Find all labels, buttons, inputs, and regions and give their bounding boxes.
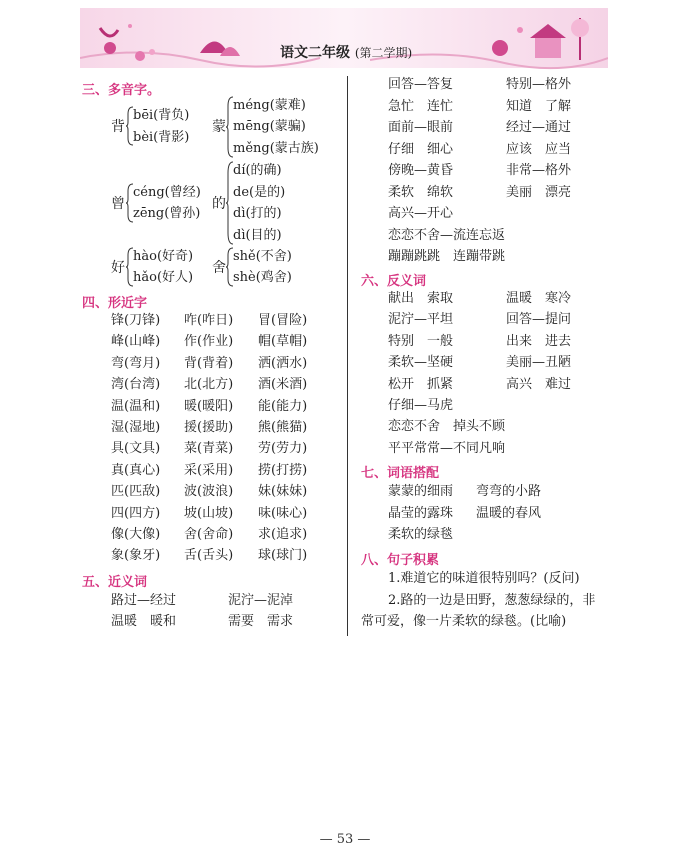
similar-char-entry: 能(能力) <box>258 398 308 414</box>
similar-char-entry: 作(作业) <box>184 334 234 350</box>
collocation-phrase: 晶莹的露珠 <box>388 505 454 521</box>
similar-char-entry: 背(背着) <box>184 355 234 371</box>
synonym-pair: 需要 需求 <box>228 614 294 629</box>
collocation-phrase: 柔软的绿毯 <box>388 527 454 542</box>
antonym-pair: 美丽—丑陋 <box>506 355 572 371</box>
synonym-pair: 蹦蹦跳跳 连蹦带跳 <box>388 249 506 264</box>
similar-char-entry: 捞(打捞) <box>258 462 308 478</box>
antonym-pair: 恋恋不舍 掉头不顾 <box>388 419 506 435</box>
section-collocations-heading: 七、词语搭配 <box>361 466 440 481</box>
collocation-phrase: 蒙蒙的细雨 <box>388 484 454 499</box>
polyphone-reading: bēi(背负) <box>133 108 190 123</box>
synonym-pair: 傍晚—黄昏 <box>388 163 454 178</box>
similar-char-entry: 咋(咋日) <box>184 313 234 328</box>
polyphone-reading: shě(不舍) <box>233 249 292 264</box>
polyphone-char-hao: 好 <box>111 260 125 276</box>
similar-char-entry: 菜(青菜) <box>184 441 234 457</box>
similar-char-entry: 具(文具) <box>111 441 161 457</box>
page-number: — 53 — <box>319 832 371 847</box>
similar-char-entry: 援(援助) <box>184 420 234 435</box>
header-banner <box>80 8 608 72</box>
synonym-pair: 柔软 绵软 <box>388 184 454 200</box>
semester-label: (第二学期) <box>354 46 413 60</box>
synonym-pair: 温暖 暖和 <box>111 614 177 629</box>
page-header-title <box>280 42 480 62</box>
polyphone-reading: měng(蒙古族) <box>233 141 319 156</box>
similar-char-entry: 暖(暖阳) <box>184 398 234 414</box>
antonym-pair: 温暖 寒冷 <box>506 291 572 306</box>
similar-char-entry: 真(真心) <box>111 462 161 478</box>
similar-char-entry: 球(球门) <box>258 548 308 564</box>
polyphone-reading: dì(目的) <box>233 228 282 243</box>
synonym-pair: 回答—答复 <box>388 77 454 92</box>
section-similar-chars-heading: 四、形近字 <box>82 296 148 311</box>
similar-char-entry: 北(北方) <box>184 377 234 393</box>
antonym-pair: 泥泞—平坦 <box>388 312 454 328</box>
similar-char-entry: 温(温和) <box>111 398 161 414</box>
similar-char-entry: 帽(草帽) <box>258 334 308 350</box>
similar-char-entry: 求(追求) <box>258 527 308 542</box>
polyphone-char-she: 舍 <box>212 260 226 276</box>
synonym-pair: 应该 应当 <box>506 141 572 157</box>
polyphone-reading: bèi(背影) <box>133 130 190 145</box>
sentence-2-line-1: 2.路的一边是田野，葱葱绿绿的，非 <box>388 593 596 608</box>
similar-char-entry: 四(四方) <box>111 505 161 521</box>
polyphone-reading: méng(蒙难) <box>233 98 306 113</box>
section-synonyms-heading: 五、近义词 <box>82 575 148 590</box>
synonym-pair: 美丽 漂亮 <box>506 184 572 200</box>
polyphone-reading: dí(的确) <box>233 163 282 178</box>
polyphone-reading: shè(鸡舍) <box>233 270 292 285</box>
sentence-2-line-2: 常可爱，像一片柔软的绿毯。(比喻) <box>361 614 567 629</box>
synonym-pair: 非常—格外 <box>506 163 572 178</box>
similar-char-entry: 舌(舌头) <box>184 548 234 564</box>
similar-char-entry: 象(象牙) <box>111 548 161 564</box>
polyphone-reading: hǎo(好人) <box>133 270 194 285</box>
antonym-pair: 平平常常—不同凡响 <box>388 440 506 456</box>
section-antonyms-heading: 六、反义词 <box>361 274 427 289</box>
similar-char-entry: 坡(山坡) <box>184 505 234 521</box>
synonym-pair: 高兴—开心 <box>388 206 454 221</box>
antonym-pair: 特别 一般 <box>388 333 454 349</box>
antonym-pair: 松开 抓紧 <box>388 376 454 392</box>
similar-char-entry: 峰(山峰) <box>111 334 161 350</box>
synonym-pair: 泥泞—泥淖 <box>228 593 294 608</box>
antonym-pair: 献出 索取 <box>388 291 454 306</box>
antonym-pair: 出来 进去 <box>506 333 572 349</box>
similar-char-entry: 湾(台湾) <box>111 377 161 393</box>
similar-char-entry: 妹(妹妹) <box>258 484 308 500</box>
antonym-pair: 回答—提问 <box>506 312 572 328</box>
similar-char-entry: 锋(刀锋) <box>111 313 161 328</box>
similar-char-entry: 熊(熊猫) <box>258 420 308 435</box>
subject-title: 语文二年级 <box>280 45 350 61</box>
polyphone-reading: zēng(曾孙) <box>133 206 201 221</box>
similar-char-entry: 波(波浪) <box>184 484 234 500</box>
polyphone-reading: dì(打的) <box>233 206 282 221</box>
sentence-1: 1.难道它的味道很特别吗？(反问) <box>388 571 580 586</box>
polyphone-reading: hào(好奇) <box>133 249 194 264</box>
polyphone-char-ceng: 曾 <box>111 196 125 212</box>
similar-char-entry: 弯(弯月) <box>111 355 161 371</box>
collocation-phrase: 温暖的春风 <box>476 505 542 521</box>
synonym-pair: 恋恋不舍—流连忘返 <box>388 227 506 243</box>
collocation-phrase: 弯弯的小路 <box>476 484 542 499</box>
antonym-pair: 高兴 难过 <box>506 376 572 392</box>
similar-char-entry: 匹(匹敌) <box>111 484 161 500</box>
polyphone-reading: céng(曾经) <box>133 185 201 200</box>
polyphone-reading: de(是的) <box>233 185 286 200</box>
section-sentences-heading: 八、句子积累 <box>361 553 440 568</box>
column-divider <box>347 76 348 636</box>
synonym-pair: 仔细 细心 <box>388 141 454 157</box>
similar-char-entry: 冒(冒险) <box>258 313 308 328</box>
synonym-pair: 面前—眼前 <box>388 120 454 135</box>
synonym-pair: 特别—格外 <box>506 77 572 92</box>
polyphone-reading: mēng(蒙骗) <box>233 119 306 134</box>
synonym-pair: 急忙 连忙 <box>388 98 454 114</box>
similar-char-entry: 洒(洒水) <box>258 355 308 371</box>
similar-char-entry: 酒(米酒) <box>258 377 308 393</box>
similar-char-entry: 湿(湿地) <box>111 420 161 435</box>
similar-char-entry: 劳(劳力) <box>258 441 308 457</box>
section-polyphones-heading: 三、多音字。 <box>82 83 161 98</box>
antonym-pair: 仔细—马虎 <box>388 398 454 413</box>
synonym-pair: 经过—通过 <box>506 120 572 135</box>
similar-char-entry: 味(味心) <box>258 505 308 521</box>
polyphone-char-meng: 蒙 <box>212 119 226 135</box>
antonym-pair: 柔软—坚硬 <box>388 355 454 371</box>
similar-char-entry: 采(采用) <box>184 462 234 478</box>
similar-char-entry: 像(大像) <box>111 527 161 542</box>
synonym-pair: 路过—经过 <box>111 593 177 608</box>
polyphone-char-de: 的 <box>212 196 226 212</box>
polyphone-char-bei: 背 <box>111 119 125 135</box>
similar-char-entry: 舍(舍命) <box>184 527 234 542</box>
synonym-pair: 知道 了解 <box>506 98 572 114</box>
